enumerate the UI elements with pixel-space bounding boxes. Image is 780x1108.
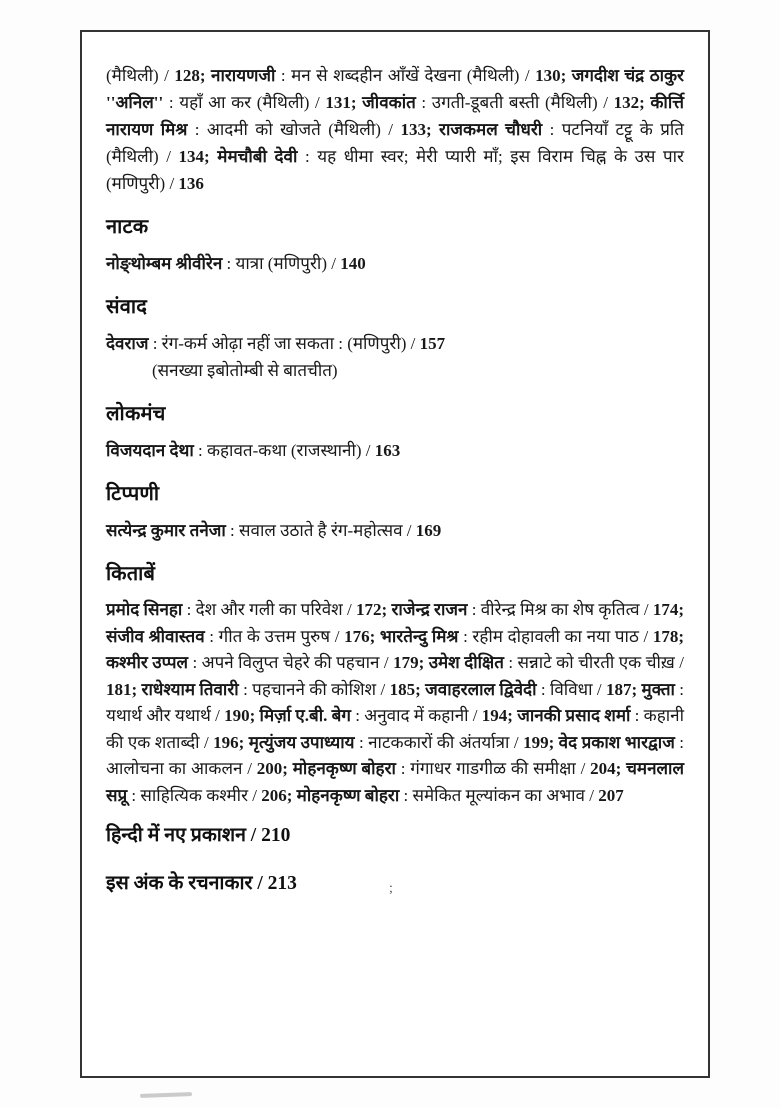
toc-entry-samvad: देवराज : रंग-कर्म ओढ़ा नहीं जा सकता : (मणिपुरी) / 157 [106,334,446,353]
toc-entry-lokmanch: विजयदान देथा : कहावत-कथा (राजस्थानी) / 163 [106,441,401,460]
toc-entry-samvad-subline: (सनख्या इबोतोम्बी से बातचीत) [152,361,338,380]
section-heading-natak: नाटक [106,216,149,238]
footer-contributors-text: इस अंक के रचनाकार / 213 [106,873,297,894]
footer-new-publications: हिन्दी में नए प्रकाशन / 210 [106,825,291,846]
toc-content [82,32,708,897]
section-heading-kitaben: किताबें [106,563,156,585]
section-heading-samvad: संवाद [106,296,148,318]
toc-entry-natak: नोङ्थोम्बम श्रीवीरेन : यात्रा (मणिपुरी) / 140 [106,254,366,273]
footer-contributors [106,871,684,897]
page-border-frame [80,30,710,1078]
scan-artifact-mark: ; [389,881,393,896]
section-heading-tippani: टिप्पणी [106,483,160,505]
toc-entry-tippani: सत्येन्द्र कुमार तनेजा : सवाल उठाते है रंग-महोत्सव / 169 [106,521,442,540]
section-heading-lokmanch: लोकमंच [106,403,166,425]
scan-smudge [140,1092,192,1098]
books-paragraph: प्रमोद सिनहा : देश और गली का परिवेश / 172; राजेन्द्र राजन : वीरेन्द्र मिश्र का शेष कृतित्व / 174; संजीव श्रीवास्तव : गीत के उत्तम पुरुष / 176; भारतेन्दु मिश्र : रहीम दोहावली का नया पाठ / 178; कश्मीर उप्पल : अपने विलुप्त चेहरे की पहचान / 179; उमेश दीक्षित : सन्नाटे को चीरती एक चीख़ / 181; राधेश्याम तिवारी : पहचानने की कोशिश / 185; जवाहरलाल द्विवेदी : विविधा / 187; मुक्ता : यथार्थ और यथार्थ / 190; मिर्ज़ा ए.बी. बेग : अनुवाद में कहानी / 194; जानकी प्रसाद शर्मा : कहानी की एक शताब्दी / 196; मृत्युंजय उपाध्याय : नाटककारों की अंतर्यात्रा / 199; वेद प्रकाश भारद्वाज : आलोचना का आकलन / 200; मोहनकृष्ण बोहरा : गंगाधर गाडगीळ की समीक्षा / 204; चमनलाल सप्रू : साहित्यिक कश्मीर / 206; मोहनकृष्ण बोहरा : समेकित मूल्यांकन का अभाव / 207 [106,600,685,805]
continuation-paragraph: (मैथिली) / 128; नारायणजी : मन से शब्दहीन आँखें देखना (मैथिली) / 130; जगदीश चंद्र ठाकुर ''अनिल'' : यहाँ आ कर (मैथिली) / 131; जीवकांत : उगती-डूबती बस्ती (मैथिली) / 132; कीर्त्ति नारायण मिश्र : आदमी को खोजते (मैथिली) / 133; राजकमल चौधरी : पटनियाँ टट्टू के प्रति (मैथिली) / 134; मेमचौबी देवी : यह धीमा स्वर; मेरी प्यारी माँ; इस विराम चिह्न के उस पार (मणिपुरी) / 136 [106,66,684,193]
